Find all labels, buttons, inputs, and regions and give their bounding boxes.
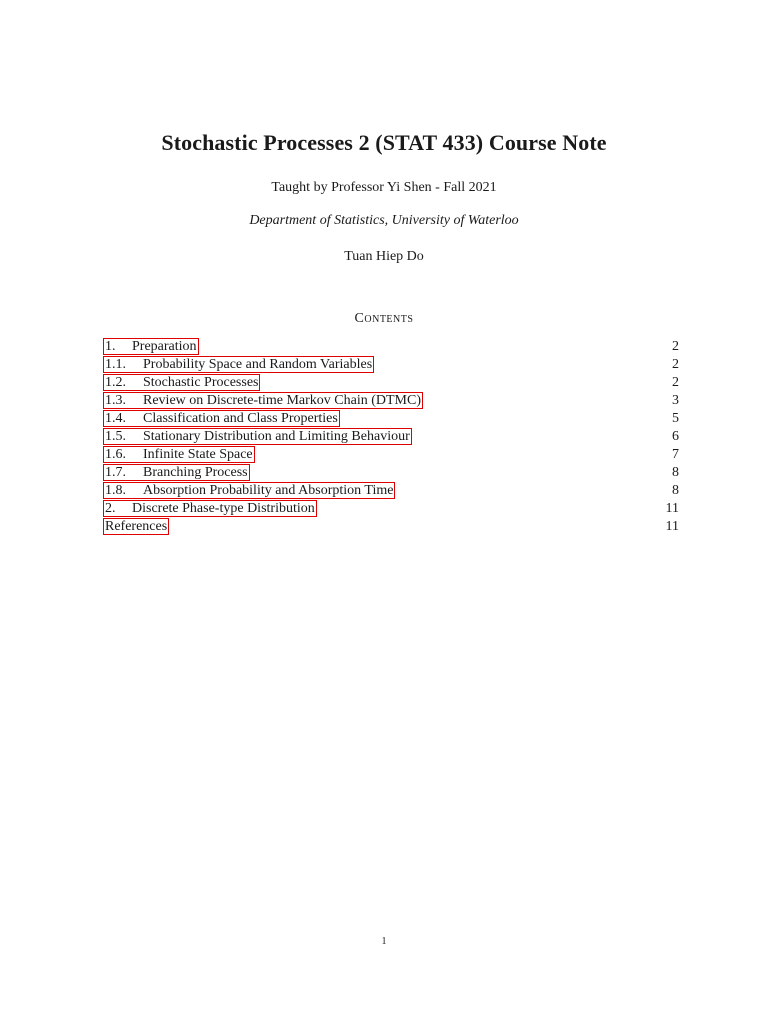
toc-entry-page: 2 xyxy=(672,339,679,354)
toc-entry-number: 1.2. xyxy=(105,375,126,390)
toc-entry xyxy=(103,410,679,428)
toc-entry-label: Infinite State Space xyxy=(143,447,253,462)
toc-entry-number: 1.4. xyxy=(105,411,126,426)
toc-entry-label: Stationary Distribution and Limiting Behaviour xyxy=(143,429,410,444)
toc-entry-page: 11 xyxy=(665,519,679,534)
page-number: 1 xyxy=(381,936,387,947)
toc-entry xyxy=(103,446,679,464)
toc-link[interactable] xyxy=(103,356,374,373)
toc-entry-label: Review on Discrete-time Markov Chain (DTMC) xyxy=(143,393,421,408)
toc-entry-page: 7 xyxy=(672,447,679,462)
toc-link[interactable] xyxy=(103,374,260,391)
toc-link[interactable] xyxy=(103,518,169,535)
toc-entry xyxy=(103,392,679,410)
department-line: Department of Statistics, University of Waterloo xyxy=(249,213,519,228)
toc-entry-label: Absorption Probability and Absorption Time xyxy=(143,483,394,498)
toc-link[interactable] xyxy=(103,338,199,355)
toc-entry xyxy=(103,464,679,482)
toc-entry-label: Preparation xyxy=(132,339,197,354)
toc-link[interactable] xyxy=(103,500,317,517)
toc-entry-label: Classification and Class Properties xyxy=(143,411,338,426)
toc-link[interactable] xyxy=(103,392,423,409)
toc-entry-page: 8 xyxy=(672,465,679,480)
toc-entry-label: Probability Space and Random Variables xyxy=(143,357,373,372)
table-of-contents xyxy=(103,338,679,536)
toc-link[interactable] xyxy=(103,446,255,463)
toc-entry-page: 8 xyxy=(672,483,679,498)
toc-entry-page: 2 xyxy=(672,357,679,372)
toc-entry-number: 1.8. xyxy=(105,483,126,498)
toc-entry-page: 3 xyxy=(672,393,679,408)
toc-entry-page: 6 xyxy=(672,429,679,444)
toc-entry-number: 1.1. xyxy=(105,357,126,372)
toc-entry-label: Branching Process xyxy=(143,465,248,480)
author-name: Tuan Hiep Do xyxy=(344,249,424,264)
document-title: Stochastic Processes 2 (STAT 433) Course Note xyxy=(161,130,607,155)
toc-entry-number: 1.5. xyxy=(105,429,126,444)
toc-link[interactable] xyxy=(103,410,340,427)
toc-link[interactable] xyxy=(103,482,395,499)
toc-entry-label: Discrete Phase-type Distribution xyxy=(132,501,315,516)
toc-entry-number: 1.7. xyxy=(105,465,126,480)
toc-entry-page: 2 xyxy=(672,375,679,390)
toc-entry-label: Stochastic Processes xyxy=(143,375,259,390)
toc-entry xyxy=(103,482,679,500)
toc-entry-number: 1. xyxy=(105,339,116,354)
toc-entry-number: 1.6. xyxy=(105,447,126,462)
contents-heading: Contents xyxy=(354,311,414,326)
toc-entry-page: 11 xyxy=(665,501,679,516)
toc-entry xyxy=(103,374,679,392)
toc-link[interactable] xyxy=(103,428,412,445)
document-subtitle: Taught by Professor Yi Shen - Fall 2021 xyxy=(271,180,497,195)
toc-entry-page: 5 xyxy=(672,411,679,426)
toc-entry-label: References xyxy=(105,519,168,534)
toc-entry xyxy=(103,518,679,536)
toc-entry-number: 1.3. xyxy=(105,393,126,408)
toc-entry xyxy=(103,356,679,374)
toc-entry xyxy=(103,500,679,518)
toc-entry-number: 2. xyxy=(105,501,116,516)
toc-entry xyxy=(103,338,679,356)
toc-link[interactable] xyxy=(103,464,250,481)
toc-entry xyxy=(103,428,679,446)
